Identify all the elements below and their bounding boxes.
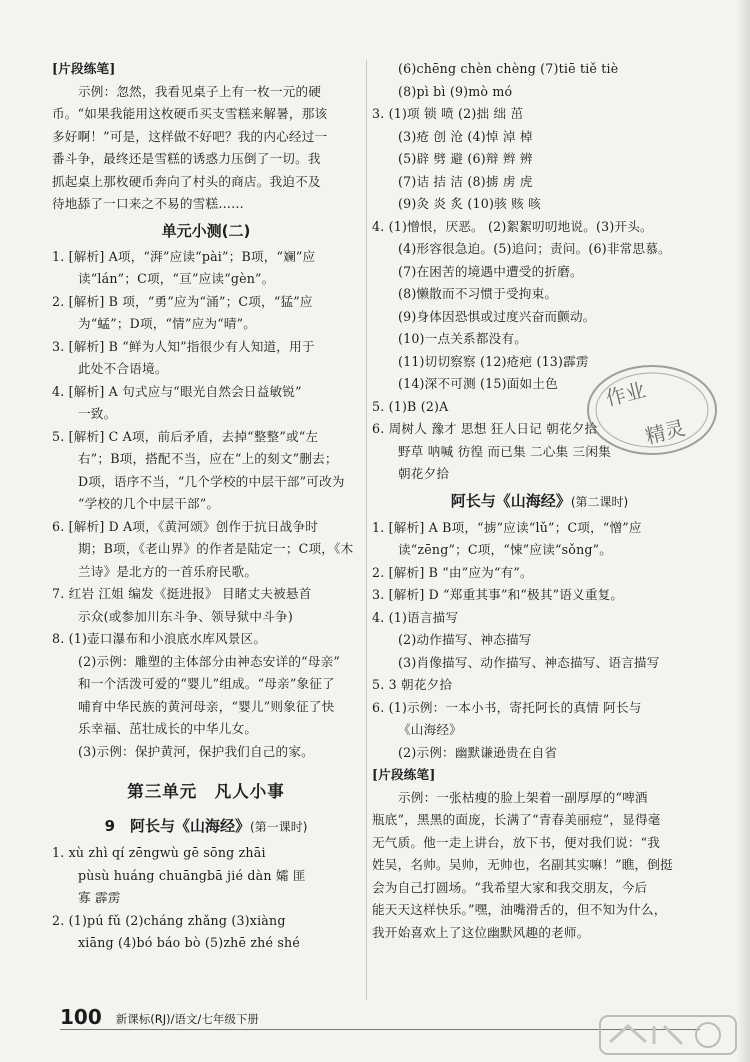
answer-line: 4. (1)憎恨，厌恶。 (2)絮絮叨叨地说。(3)开头。 xyxy=(372,218,653,234)
right-column xyxy=(372,58,707,944)
answer-line: 示例：一张枯瘦的脸上架着一副厚厚的“啤酒 xyxy=(398,789,648,805)
answer-line: 币。“如果我能用这枚硬币买支雪糕来解暑，那该 xyxy=(52,106,328,121)
section-heading xyxy=(52,813,360,840)
exercise-tag: [片段练笔] xyxy=(372,767,436,782)
answer-line: 哺育中华民族的黄河母亲，“婴儿”则象征了快 xyxy=(78,698,335,714)
answer-line: 我开始喜欢上了这位幽默风趣的老师。 xyxy=(372,924,590,940)
answer-line: (5)辟 劈 避 (6)辩 辫 辨 xyxy=(398,151,533,166)
answer-line: 1. [解析] A项，“湃”应读“pài”；B项，“斓”应 xyxy=(52,248,316,264)
answer-line: 一致。 xyxy=(78,406,117,421)
answer-line: 为“蜢”；D项，“情”应为“晴”。 xyxy=(78,316,257,331)
answer-line: (7)诘 拮 洁 (8)掳 虏 虎 xyxy=(398,173,533,189)
answer-line: 能天天这样快乐。”嘿，油嘴滑舌的，但不知为什么， xyxy=(372,902,667,917)
answer-line: 5. [解析] C A项，前后矛盾，去掉“整整”或“左 xyxy=(52,428,319,444)
answer-line: D项，语序不当，“几个学校的中层干部”可改为 xyxy=(78,473,345,489)
answer-line: (3)肖像描写、动作描写、神态描写、语言描写 xyxy=(398,654,660,670)
answer-line: 右”；B项，搭配不当，应在“上的刻文”删去； xyxy=(78,451,338,466)
answer-line: 6. (1)示例：一本小书，寄托阿长的真情 阿长与 xyxy=(372,699,642,715)
answer-line: 1. xù zhì qí zēngwù gē sōng zhāi xyxy=(52,845,266,860)
answer-line: (2)示例：幽默谦逊贵在自省 xyxy=(398,744,558,760)
answer-line: 2. [解析] B 项，“勇”应为“涌”；C项，“猛”应 xyxy=(52,293,313,309)
answer-line: (6)chēng chèn chèng (7)tiē tiě tiè xyxy=(398,61,619,76)
answer-line: 期；B项，《老山界》的作者是陆定一；C项，《木 xyxy=(78,541,354,556)
section-heading-text: 9 阿长与《山海经》 xyxy=(104,817,251,835)
answer-line: (8)pì bì (9)mò mó xyxy=(398,83,513,99)
answer-line: 示众(或参加川东斗争、领导狱中斗争) xyxy=(78,608,293,624)
unit-heading: 第三单元 凡人小事 xyxy=(127,782,285,801)
answer-line: (8)懒散而不习惯于受拘束。 xyxy=(398,286,558,301)
left-column xyxy=(52,58,360,955)
answer-line: 此处不合语境。 xyxy=(78,361,168,376)
answer-line: 读“lán”；C项，“亘”应读“gèn”。 xyxy=(78,271,275,286)
answer-line: 《山海经》 xyxy=(398,722,462,737)
answer-line: (11)切切察察 (12)疮疤 (13)霹雳 xyxy=(398,353,589,369)
answer-line: 和一个活泼可爱的“婴儿”组成。“母亲”象征了 xyxy=(78,676,335,691)
answer-line: 寡 霹雳 xyxy=(78,890,121,905)
book-info: 新课标(RJ)/语文/七年级下册 xyxy=(115,1012,259,1026)
stamp-text-b: 精灵 xyxy=(642,415,688,449)
answer-line: (2)动作描写、神态描写 xyxy=(398,632,532,647)
exercise-tag: [片段练笔] xyxy=(52,61,116,76)
site-logo xyxy=(598,1012,738,1058)
answer-line: 4. [解析] A 句式应与“眼光自然会日益敏锐” xyxy=(52,383,302,399)
answer-line: 8. (1)壶口瀑布和小浪底水库风景区。 xyxy=(52,631,267,646)
answer-line: (9)身体因恐惧或过度兴奋而颤动。 xyxy=(398,308,596,324)
answer-line: 4. (1)语言描写 xyxy=(372,609,459,625)
column-divider xyxy=(366,60,367,1000)
answer-line: 6. [解析] D A项，《黄河颂》创作于抗日战争时 xyxy=(52,518,319,534)
answer-line: (7)在困苦的境遇中遭受的折磨。 xyxy=(398,263,583,279)
answer-line: 待地舔了一口来之不易的雪糕…… xyxy=(52,196,244,211)
answer-line: 3. [解析] D “郑重其事”和“极其”语义重复。 xyxy=(372,587,624,602)
answer-line: 朝花夕拾 xyxy=(398,466,450,481)
answer-line: 示例：忽然，我看见桌子上有一枚一元的硬 xyxy=(78,83,322,99)
answer-line: 瓶底”，黑黑的面庞，长满了“青春美丽痘”，显得毫 xyxy=(372,812,661,827)
watermark-stamp xyxy=(582,356,720,462)
answer-line: 野草 呐喊 彷徨 而已集 二心集 三闲集 xyxy=(398,443,611,459)
answer-line: 7. 红岩 江姐 编发《挺进报》 目睹丈夫被悬首 xyxy=(52,586,312,601)
answer-line: 读“zēng”；C项，“悚”应读“sǒng”。 xyxy=(398,542,613,557)
answer-line: 番斗争，最终还是雪糕的诱惑力压倒了一切。我 xyxy=(52,151,321,166)
answer-line: 兰诗》是北方的一首乐府民歌。 xyxy=(78,563,258,579)
answer-line: (14)深不可测 (15)面如土色 xyxy=(398,376,558,391)
answer-line: (10)一点关系都没有。 xyxy=(398,331,528,346)
answer-line: 2. (1)pú fǔ (2)cháng zhǎng (3)xiàng xyxy=(52,912,286,928)
section-heading xyxy=(372,488,707,515)
section-heading xyxy=(52,218,360,244)
answer-line: pùsù huáng chuāngbā jié dàn 孀 匪 xyxy=(78,867,306,883)
answer-line: (4)形容很急迫。(5)追问；责问。(6)非常思慕。 xyxy=(398,241,671,256)
section-heading-text: 阿长与《山海经》 xyxy=(450,491,571,510)
page-spine-shadow xyxy=(736,0,750,1062)
answer-line: (2)示例：雕塑的主体部分由神态安详的“母亲” xyxy=(78,653,341,669)
answer-line: 会为自己打圆场。“我希望大家和我交朋友，今后 xyxy=(372,879,648,895)
section-heading-sub: (第二课时) xyxy=(570,494,629,509)
answer-line: 无气质。他一走上讲台，放下书，便对我们说：“我 xyxy=(372,834,661,850)
answer-line: 5. 3 朝花夕拾 xyxy=(372,677,453,692)
answer-line: (3)疮 创 沧 (4)悼 淖 棹 xyxy=(398,128,533,144)
answer-line: 多好啊！”可是，这样做不好吧？我的内心经过一 xyxy=(52,128,328,144)
section-heading-sub: (第一课时) xyxy=(250,820,308,834)
stamp-text-a: 作业 xyxy=(603,377,648,411)
answer-line: 乐幸福、茁壮成长的中华儿女。 xyxy=(78,721,258,736)
answer-line: 2. [解析] B “由”应为“有”。 xyxy=(372,564,533,580)
answer-line: 姓吴，名帅。吴帅，无帅也，名副其实嘛！”瞧，倒挺 xyxy=(372,857,673,872)
answer-line: 1. [解析] A B项，“掳”应读“lǔ”；C项，“憎”应 xyxy=(372,519,642,535)
answer-line: 5. (1)B (2)A xyxy=(372,398,449,414)
answer-line: xiāng (4)bó báo bò (5)zhē zhé shé xyxy=(78,935,300,950)
answer-line: 6. 周树人 豫才 思想 狂人日记 朝花夕拾 xyxy=(372,421,598,436)
section-heading-text: 单元小测(二) xyxy=(161,221,251,240)
answer-line: (9)灸 炎 炙 (10)骇 赅 咳 xyxy=(398,196,541,211)
answer-line: “学校的几个中层干部”。 xyxy=(78,496,220,511)
answer-line: 抓起桌上那枚硬币奔向了村头的商店。我迫不及 xyxy=(52,173,321,189)
answer-line: 3. (1)项 锁 喷 (2)拙 绌 茁 xyxy=(372,106,524,121)
answer-line: (3)示例：保护黄河，保护我们自己的家。 xyxy=(78,743,314,759)
answer-line: 3. [解析] B “鲜为人知”指很少有人知道，用于 xyxy=(52,338,315,354)
page-number: 100 xyxy=(60,1005,102,1029)
